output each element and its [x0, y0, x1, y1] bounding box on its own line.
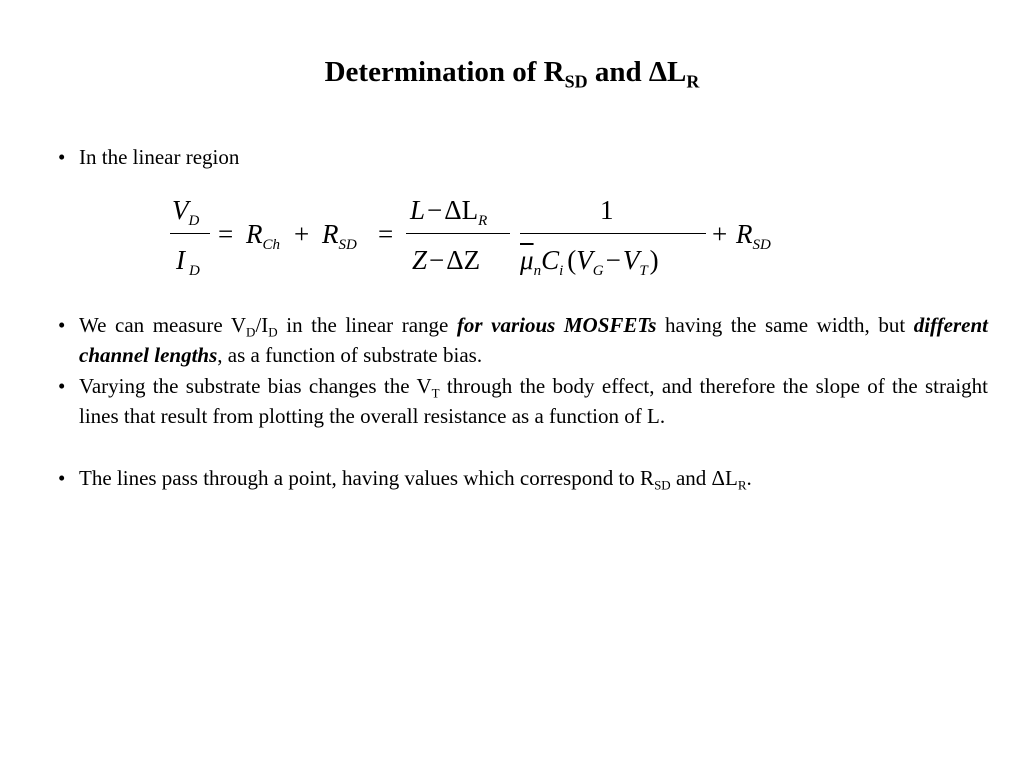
eq-rparen: ) — [649, 245, 659, 275]
text-part: /I — [255, 313, 269, 337]
bullet-dot: • — [58, 374, 66, 398]
eq-plus-1: + — [294, 219, 310, 249]
eq-lparen: ( — [567, 245, 577, 275]
eq-c: C — [541, 245, 560, 275]
eq-numerator-l — [410, 195, 488, 229]
equation — [168, 195, 808, 285]
bullet-dot: • — [58, 313, 66, 337]
bullet-substrate-bias — [58, 371, 988, 431]
bullet-text — [79, 371, 988, 431]
bullet-linear-region — [58, 142, 988, 172]
title-delta-l: ΔL — [648, 56, 687, 88]
eq-minus: − — [429, 245, 445, 275]
eq-mu: $\overline{\mu}$ — [520, 245, 534, 275]
subscript-r: R — [737, 477, 747, 493]
bullet-text — [79, 463, 988, 493]
eq-r: R — [246, 219, 263, 249]
eq-sub-ch: Ch — [262, 237, 281, 253]
eq-minus: − — [605, 245, 621, 275]
eq-sub-i: i — [559, 263, 564, 279]
emphasis-channel-lengths: different channel lengths — [79, 313, 988, 367]
eq-denominator-z — [412, 245, 480, 276]
text-part: having the same width, but — [656, 313, 914, 337]
eq-l: L — [410, 195, 426, 225]
text-part: We can measure V — [79, 313, 247, 337]
eq-r-ch — [246, 219, 281, 253]
eq-frac-line-1 — [170, 233, 210, 234]
subscript-d: D — [246, 324, 256, 340]
eq-r: R — [736, 219, 753, 249]
eq-sub-d: D — [188, 213, 200, 229]
title-and: and — [587, 56, 649, 88]
text-part: in the linear range — [277, 313, 457, 337]
eq-sub-g: G — [592, 263, 604, 279]
eq-sub-t: T — [639, 263, 648, 279]
eq-denominator-mu — [520, 245, 659, 279]
eq-sub-r: R — [478, 213, 488, 229]
text-part: , as a function of substrate bias. — [217, 343, 483, 367]
bullet-dot: • — [58, 145, 66, 169]
bullet-text — [79, 310, 988, 370]
subscript-t: T — [431, 385, 440, 401]
eq-numerator-vd — [172, 195, 200, 229]
title-text: Determination of R — [324, 56, 565, 88]
emphasis-various-mosfets: for various MOSFETs — [456, 313, 657, 337]
bullet-dot: • — [58, 466, 66, 490]
bullet-measure — [58, 310, 988, 370]
eq-r-sd-2 — [736, 219, 771, 253]
eq-r: R — [322, 219, 339, 249]
eq-v: V — [622, 245, 640, 275]
subscript-d: D — [268, 324, 278, 340]
eq-v: V — [172, 195, 189, 225]
eq-delta-l: ΔL — [444, 195, 479, 225]
eq-sub-sd: SD — [338, 237, 357, 253]
eq-one: 1 — [600, 195, 614, 225]
bullet-lines-point — [58, 463, 988, 493]
eq-z: Z — [412, 245, 428, 275]
slide-title — [0, 56, 1024, 92]
eq-minus: − — [427, 195, 443, 225]
subscript-sd: SD — [654, 477, 671, 493]
eq-v: V — [576, 245, 593, 275]
eq-plus-2: + — [712, 219, 728, 249]
title-subscript-r: R — [686, 71, 700, 92]
eq-frac-line-3 — [520, 233, 706, 234]
eq-sub-n: n — [533, 263, 542, 279]
text-part: through the body effect, and therefore the slope of the straight lines that result from plotting the overall resistance as a function of L. — [79, 374, 988, 428]
eq-i: I — [176, 245, 185, 275]
eq-r-sd — [322, 219, 357, 253]
eq-sub-d: D — [189, 263, 200, 279]
text-part: Varying the substrate bias changes the V — [79, 374, 432, 398]
bullet-text: In the linear region — [79, 145, 240, 169]
eq-delta-z: ΔZ — [446, 245, 481, 275]
eq-frac-line-2 — [406, 233, 510, 234]
eq-sub-sd: SD — [752, 237, 771, 253]
text-part: The lines pass through a point, having values which correspond to R — [79, 466, 655, 490]
title-subscript-sd: SD — [564, 71, 588, 92]
text-part: . — [746, 466, 752, 490]
eq-equals-1: = — [218, 219, 234, 249]
text-part: and ΔL — [670, 466, 738, 490]
eq-denominator-id — [176, 245, 200, 279]
eq-equals-2: = — [378, 219, 394, 249]
